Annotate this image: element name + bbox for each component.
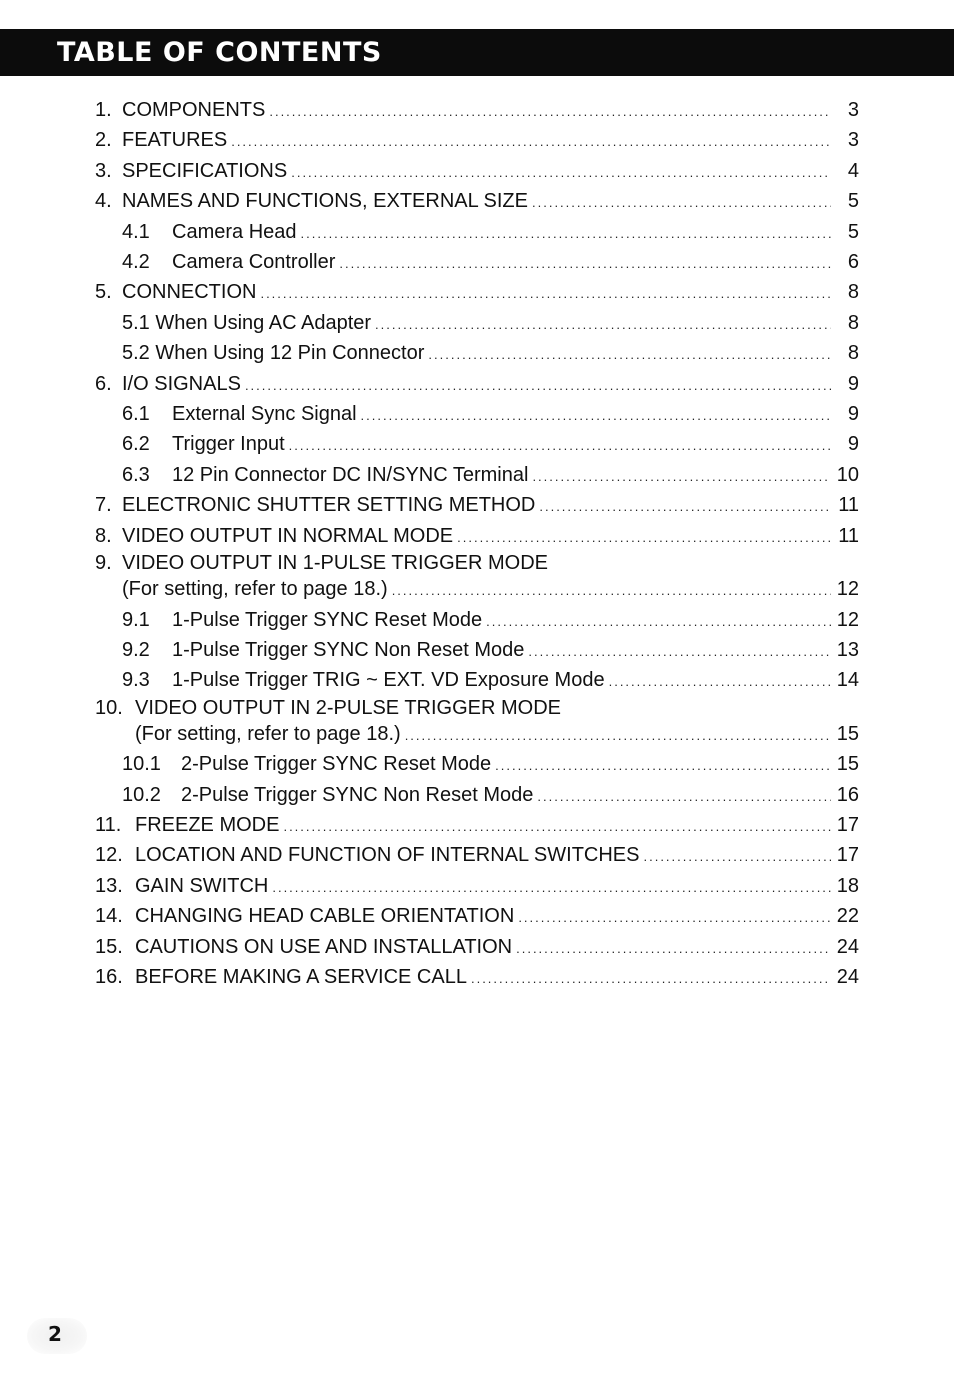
toc-entry-page: 24 <box>836 965 859 988</box>
toc-entry-page: 9 <box>847 372 859 395</box>
toc-entry-number: 9.3 <box>122 669 150 692</box>
dot-leader <box>375 310 831 339</box>
page-number-badge <box>27 1318 87 1354</box>
toc-entry-connection[interactable] <box>95 278 859 308</box>
dot-leader <box>291 158 831 187</box>
toc-entry-title: CHANGING HEAD CABLE ORIENTATION <box>135 905 515 928</box>
dot-leader <box>643 842 831 871</box>
toc-entry-components[interactable] <box>95 96 859 126</box>
toc-entry-page: 15 <box>836 722 859 745</box>
toc-entry-2-pulse-sync-reset[interactable] <box>95 750 859 780</box>
toc-entry-number: 3. <box>95 159 112 182</box>
toc-entry-page: 11 <box>838 524 859 547</box>
toc-entry-features[interactable] <box>95 126 859 156</box>
toc-entry-page: 8 <box>847 281 859 304</box>
toc-entry-number: 16. <box>95 965 123 988</box>
toc-entry-title: CONNECTION <box>122 281 257 304</box>
toc-entry-page: 17 <box>836 813 859 836</box>
toc-entry-title: VIDEO OUTPUT IN 2-PULSE TRIGGER MODE <box>135 696 561 719</box>
toc-entry-service-call[interactable] <box>95 963 859 993</box>
toc-entry-number: 2. <box>95 129 112 152</box>
toc-entry-1-pulse-trigger-mode-note[interactable] <box>95 575 859 605</box>
toc-entry-page: 11 <box>838 494 859 517</box>
toc-entry-number: 10.1 <box>122 753 161 776</box>
dot-leader <box>532 462 831 491</box>
toc-entry-normal-mode[interactable] <box>95 522 859 552</box>
toc-entry-page: 8 <box>847 311 859 334</box>
toc-entry-title: 1-Pulse Trigger SYNC Reset Mode <box>172 608 483 631</box>
dot-leader <box>516 934 831 963</box>
toc-entry-external-sync-signal[interactable] <box>95 400 859 430</box>
toc-entry-subtitle: (For setting, refer to page 18.) <box>122 578 388 601</box>
toc-entry-number: 6. <box>95 372 112 395</box>
toc-entry-page: 15 <box>836 753 859 776</box>
toc-entry-page: 18 <box>836 874 859 897</box>
toc-entry-page: 6 <box>847 251 859 274</box>
header-bar <box>0 29 954 76</box>
toc-entry-title: External Sync Signal <box>172 403 357 426</box>
toc-entry-1-pulse-sync-reset[interactable] <box>95 606 859 636</box>
toc-entry-title: CAUTIONS ON USE AND INSTALLATION <box>135 935 513 958</box>
toc-entry-number: 12. <box>95 844 123 867</box>
toc-entry-1-pulse-trigger-mode[interactable] <box>95 552 859 575</box>
toc-entry-title: VIDEO OUTPUT IN 1-PULSE TRIGGER MODE <box>122 552 548 575</box>
toc-entry-number: 15. <box>95 935 123 958</box>
toc-entry-title: 2-Pulse Trigger SYNC Reset Mode <box>181 753 492 776</box>
dot-leader <box>457 523 831 552</box>
toc-entry-2-pulse-trigger-mode[interactable] <box>95 697 859 720</box>
toc-entry-page: 12 <box>836 608 859 631</box>
dot-leader <box>609 667 831 696</box>
toc-entry-1-pulse-trig-exposure[interactable] <box>95 666 859 696</box>
toc-entry-page: 3 <box>847 129 859 152</box>
toc-entry-title: BEFORE MAKING A SERVICE CALL <box>135 965 467 988</box>
toc-entry-number: 8. <box>95 524 112 547</box>
dot-leader <box>486 607 831 636</box>
dot-leader <box>528 637 831 666</box>
toc-entry-number: 14. <box>95 905 123 928</box>
dot-leader <box>518 903 831 932</box>
toc-entry-page: 5 <box>847 220 859 243</box>
dot-leader <box>269 97 831 126</box>
toc-entry-1-pulse-sync-non-reset[interactable] <box>95 636 859 666</box>
dot-leader <box>405 721 831 750</box>
toc-entry-names-and-functions[interactable] <box>95 187 859 217</box>
toc-entry-title: Trigger Input <box>172 433 285 456</box>
dot-leader <box>301 219 831 248</box>
dot-leader <box>272 873 831 902</box>
toc-entry-2-pulse-sync-non-reset[interactable] <box>95 781 859 811</box>
toc-entry-number: 1. <box>95 99 112 121</box>
toc-entry-number: 10.2 <box>122 783 161 806</box>
dot-leader <box>361 401 831 430</box>
dot-leader <box>231 127 831 156</box>
toc-entry-electronic-shutter[interactable] <box>95 491 859 521</box>
toc-entry-number: 4.1 <box>122 220 150 243</box>
dot-leader <box>392 576 831 605</box>
toc-entry-page: 14 <box>836 669 859 692</box>
toc-entry-title: FREEZE MODE <box>135 813 280 836</box>
toc-entry-title: 2-Pulse Trigger SYNC Non Reset Mode <box>181 783 534 806</box>
toc-entry-page: 9 <box>847 403 859 426</box>
toc-entry-number: 6.1 <box>122 403 150 426</box>
dot-leader <box>428 340 831 369</box>
toc-entry-camera-head[interactable] <box>95 218 859 248</box>
toc-entry-title: 12 Pin Connector DC IN/SYNC Terminal <box>172 463 529 486</box>
toc-entry-page: 4 <box>847 159 859 182</box>
toc-entry-number: 9. <box>95 552 112 575</box>
toc-entry-title: I/O SIGNALS <box>122 372 241 395</box>
toc-entry-page: 13 <box>836 638 859 661</box>
toc-entry-io-signals[interactable] <box>95 370 859 400</box>
toc-entry-number: 9.1 <box>122 608 150 631</box>
dot-leader <box>537 782 831 811</box>
dot-leader <box>539 492 831 521</box>
toc-entry-gain-switch[interactable] <box>95 872 859 902</box>
table-of-contents <box>95 96 859 993</box>
toc-entry-head-cable-orientation[interactable] <box>95 902 859 932</box>
toc-entry-number: 10. <box>95 696 123 719</box>
page-title: TABLE OF CONTENTS <box>57 37 382 68</box>
toc-entry-number: 9.2 <box>122 638 150 661</box>
toc-entry-page: 17 <box>836 844 859 867</box>
toc-entry-number: 6.3 <box>122 463 150 486</box>
toc-entry-page: 5 <box>847 190 859 213</box>
toc-entry-title: 1-Pulse Trigger SYNC Non Reset Mode <box>172 638 525 661</box>
dot-leader <box>471 964 831 993</box>
dot-leader <box>289 431 831 460</box>
toc-entry-title: GAIN SWITCH <box>135 874 269 897</box>
toc-entry-title: SPECIFICATIONS <box>122 159 288 182</box>
dot-leader <box>532 188 831 217</box>
toc-entry-title: COMPONENTS <box>122 99 266 121</box>
toc-entry-title: FEATURES <box>122 129 228 152</box>
toc-entry-page: 10 <box>836 463 859 486</box>
toc-entry-page: 24 <box>836 935 859 958</box>
toc-entry-number: 4.2 <box>122 251 150 274</box>
toc-entry-title: Camera Controller <box>172 251 336 274</box>
toc-entry-page: 12 <box>836 578 859 601</box>
toc-entry-page: 22 <box>836 905 859 928</box>
toc-entry-page: 8 <box>847 342 859 365</box>
toc-entry-12-pin-connector[interactable] <box>95 339 859 369</box>
toc-entry-number: 13. <box>95 874 123 897</box>
toc-entry-cautions[interactable] <box>95 933 859 963</box>
dot-leader <box>283 812 831 841</box>
toc-entry-internal-switches[interactable] <box>95 841 859 871</box>
toc-entry-title: ELECTRONIC SHUTTER SETTING METHOD <box>122 494 536 517</box>
dot-leader <box>495 751 831 780</box>
toc-entry-dc-in-sync-terminal[interactable] <box>95 461 859 491</box>
toc-entry-title: LOCATION AND FUNCTION OF INTERNAL SWITCHES <box>135 844 640 867</box>
toc-entry-title: NAMES AND FUNCTIONS, EXTERNAL SIZE <box>122 190 528 213</box>
toc-entry-title: Camera Head <box>172 220 297 243</box>
toc-entry-title: VIDEO OUTPUT IN NORMAL MODE <box>122 524 454 547</box>
toc-entry-page: 16 <box>836 783 859 806</box>
toc-entry-number: 4. <box>95 190 112 213</box>
toc-entry-camera-controller[interactable] <box>95 248 859 278</box>
toc-entry-number: 5. <box>95 281 112 304</box>
dot-leader <box>245 371 831 400</box>
toc-entry-ac-adapter[interactable] <box>95 309 859 339</box>
toc-entry-page: 9 <box>847 433 859 456</box>
toc-entry-title: 1-Pulse Trigger TRIG ~ EXT. VD Exposure Mode <box>172 669 605 692</box>
toc-entry-freeze-mode[interactable] <box>95 811 859 841</box>
toc-entry-subtitle: (For setting, refer to page 18.) <box>135 722 401 745</box>
toc-entry-page: 3 <box>847 99 859 121</box>
dot-leader <box>260 279 831 308</box>
toc-entry-title: 5.1 When Using AC Adapter <box>122 311 372 334</box>
toc-entry-trigger-input[interactable] <box>95 430 859 460</box>
toc-entry-2-pulse-trigger-mode-note[interactable] <box>95 720 859 750</box>
page-number: 2 <box>48 1322 62 1346</box>
toc-entry-number: 7. <box>95 494 112 517</box>
toc-entry-title: 5.2 When Using 12 Pin Connector <box>122 342 425 365</box>
toc-entry-number: 11. <box>95 813 122 836</box>
toc-entry-number: 6.2 <box>122 433 150 456</box>
dot-leader <box>339 249 831 278</box>
toc-entry-specifications[interactable] <box>95 157 859 187</box>
